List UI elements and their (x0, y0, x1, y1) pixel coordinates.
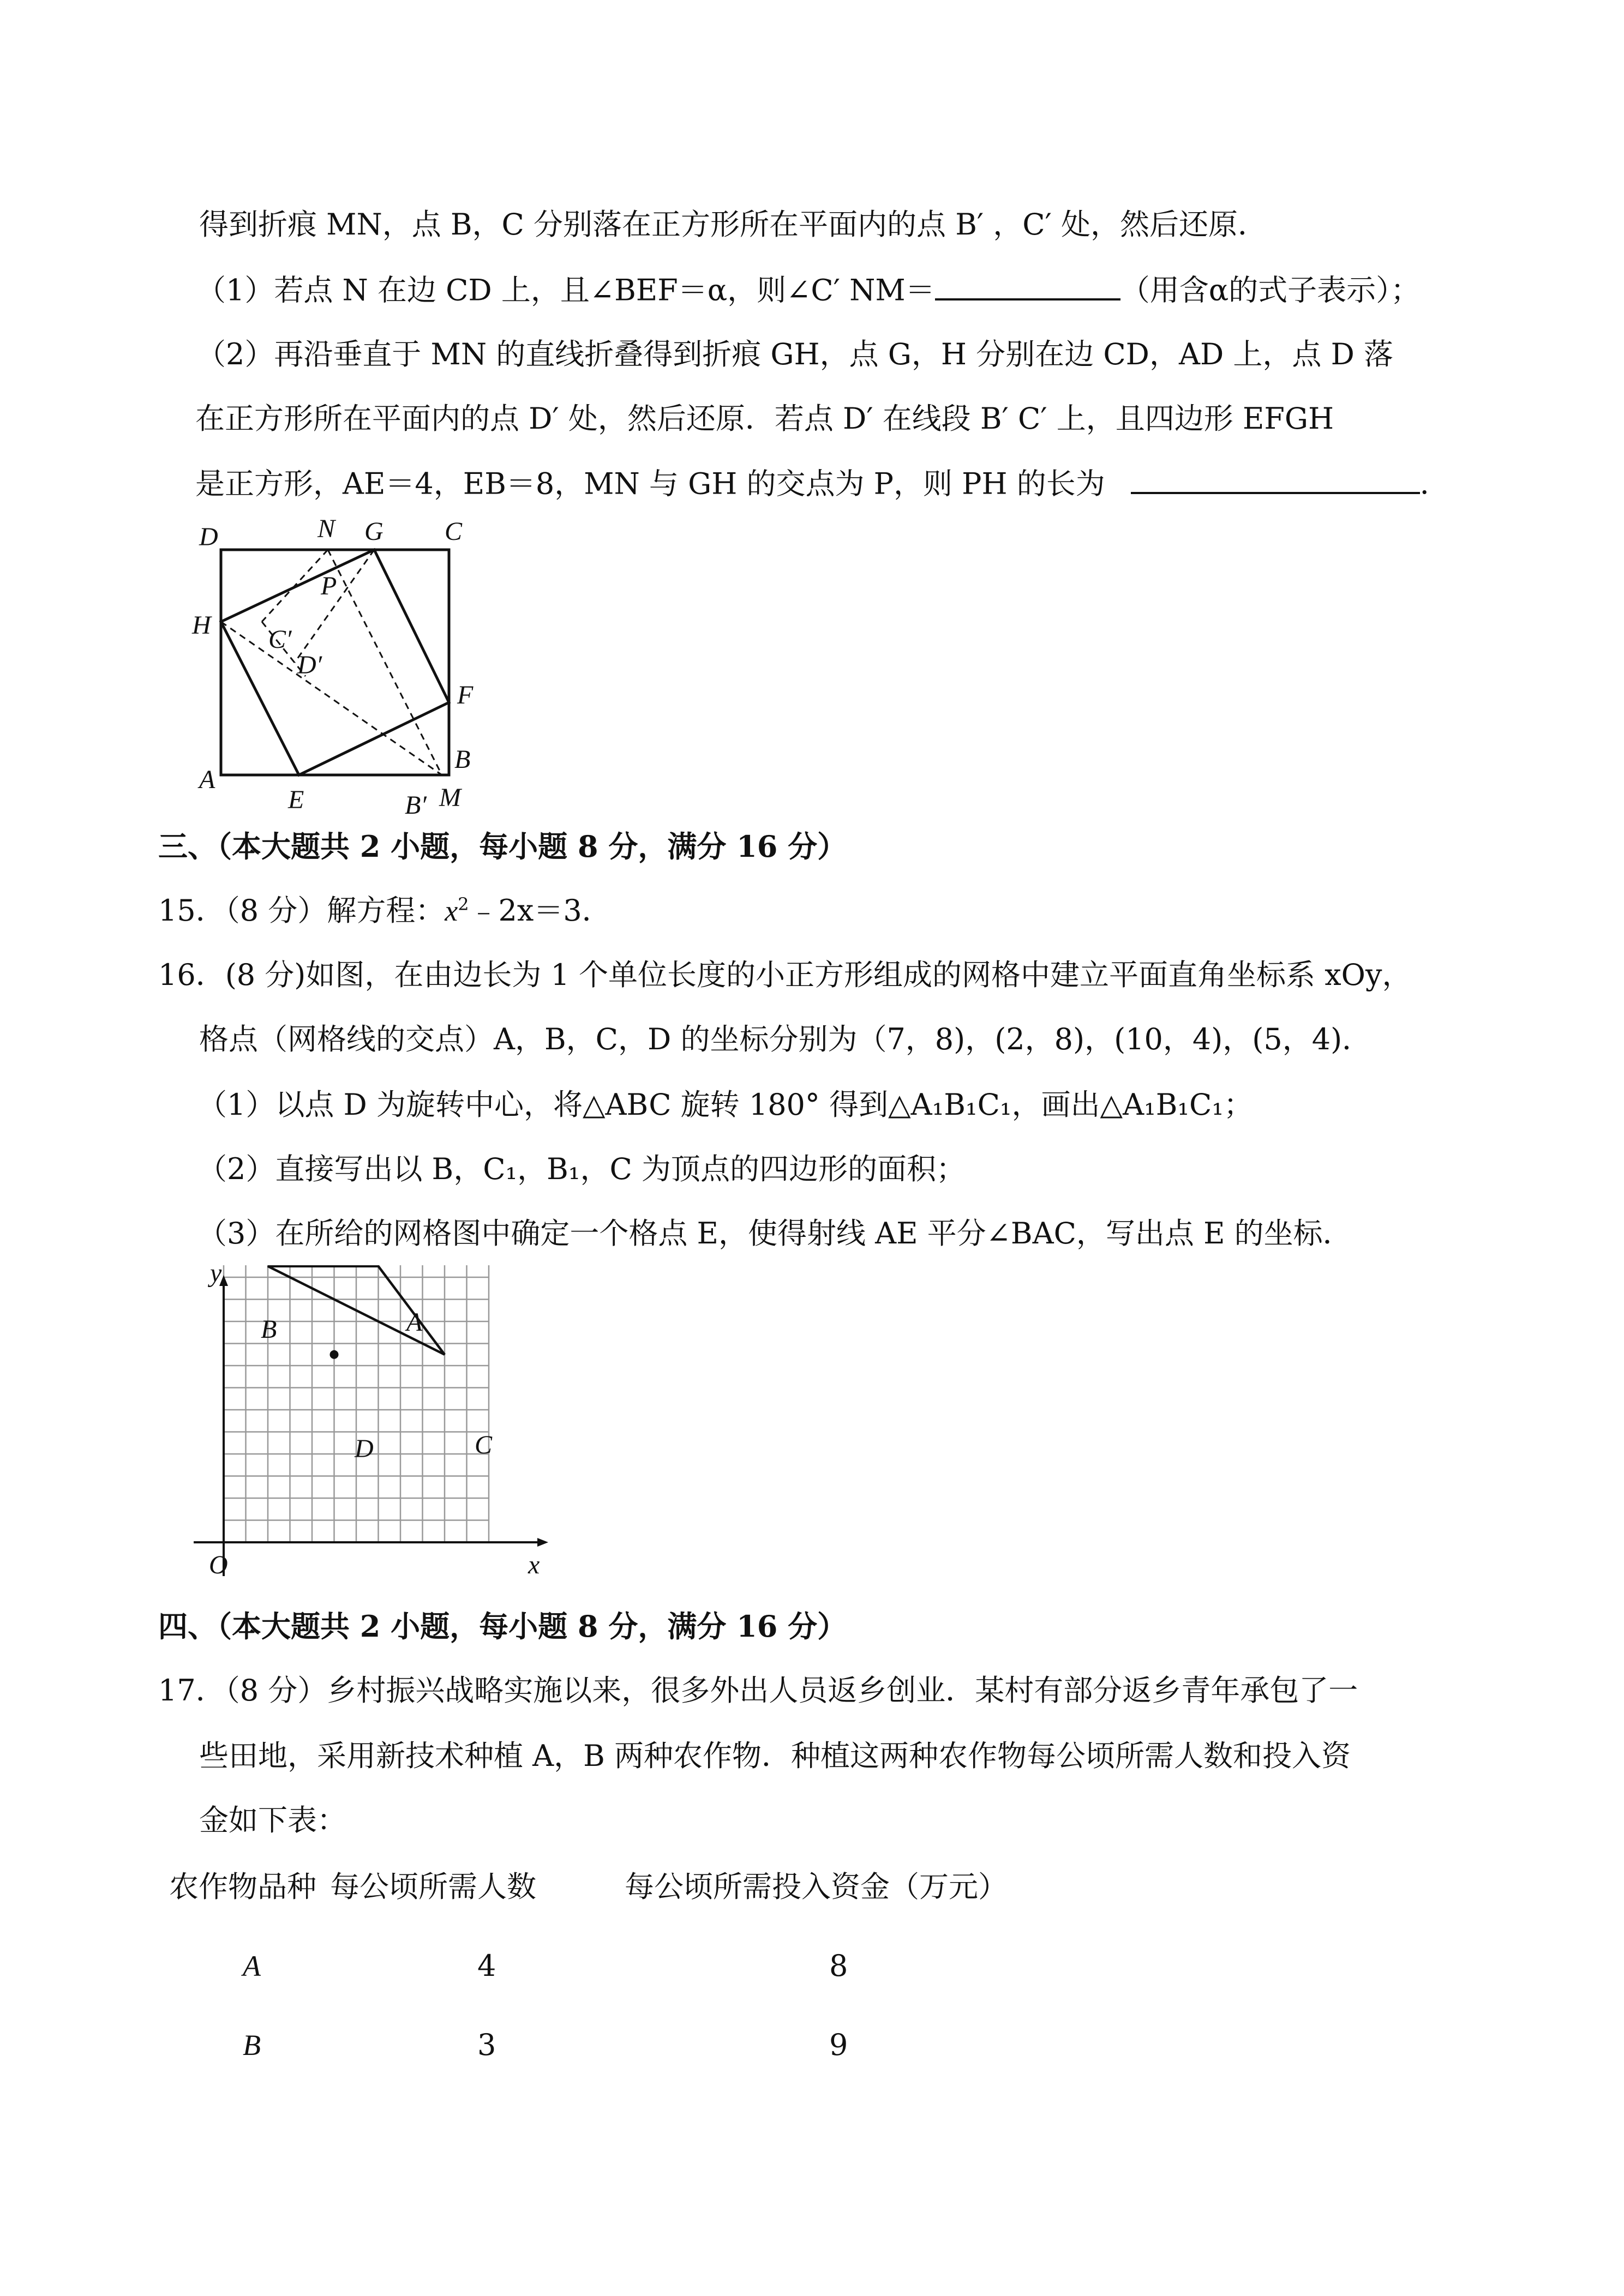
table-row-b-people: 3 (477, 2028, 496, 2062)
dashed-line-hb (221, 622, 442, 775)
label-e: E (288, 785, 304, 814)
table-header-people: 每公顷所需人数 (330, 1870, 536, 1904)
table-row-a-money: 8 (829, 1949, 848, 1983)
label-d-prime: D′ (297, 651, 322, 680)
q14-part1 (196, 272, 1420, 308)
label-x: x (528, 1550, 540, 1579)
label-g: G (364, 517, 383, 546)
figure-folded-square (185, 513, 524, 818)
label-a: A (199, 765, 215, 794)
table-row-a-people: 4 (477, 1949, 496, 1983)
q16-line2: 格点（网格线的交点）A，B，C，D 的坐标分别为（7，8)，(2，8)，(10，4)，(5，4)． (199, 1022, 1372, 1056)
q14-part2-line3-text: 是正方形，AE＝4，EB＝8，MN 与 GH 的交点为 P，则 PH 的长为 (195, 466, 1105, 501)
q16-part1: （1）以点 D 为旋转中心，将△ABC 旋转 180° 得到△A₁B₁C₁，画出△A₁B₁C₁； (197, 1087, 1254, 1122)
q16-part3: （3）在所给的网格图中确定一个格点 E，使得射线 AE 平分∠BAC，写出点 E 的坐标． (197, 1216, 1352, 1251)
table-header-crop: 农作物品种 (169, 1870, 316, 1904)
point-d (330, 1350, 339, 1359)
fold-line-mn (328, 550, 442, 775)
section-4-heading: 四、（本大题共 2 小题，每小题 8 分，满分 16 分） (158, 1609, 847, 1644)
label-b: B (454, 745, 471, 774)
q16-part2: （2）直接写出以 B，C₁，B₁，C 为顶点的四边形的面积； (197, 1152, 966, 1186)
label-d: D (199, 522, 218, 551)
label-d2: D (355, 1434, 374, 1463)
table-row-b-name: B (243, 2029, 261, 2061)
label-origin: O (209, 1550, 228, 1579)
q14-part2-line3 (195, 465, 1449, 502)
table-row-a-name: A (243, 1950, 261, 1982)
question-15 (158, 893, 612, 929)
label-c: C (445, 517, 463, 546)
q14-part1-text: （1）若点 N 在边 CD 上，且∠BEF＝α，则∠C′ NM＝ (196, 273, 935, 308)
q14-part1-note: （用含α的式子表示）； (1120, 273, 1421, 308)
answer-blank-2[interactable] (1131, 465, 1420, 494)
q15-exponent: 2 (458, 894, 469, 915)
q17-line3: 金如下表： (199, 1803, 346, 1837)
q14-period: ． (1419, 466, 1449, 501)
table-header-money: 每公顷所需投入资金（万元） (625, 1870, 1008, 1904)
dashed-line-gd (295, 550, 374, 663)
label-c-prime: C′ (268, 625, 292, 654)
q15-equation-rest: ﹣2x＝3． (469, 893, 612, 928)
label-b2: B (261, 1315, 277, 1344)
q14-part2-line1: （2）再沿垂直于 MN 的直线折叠得到折痕 GH，点 G，H 分别在边 CD，AD 上，点 D 落 (196, 337, 1394, 371)
q15-variable: x (445, 894, 458, 927)
figure-coordinate-grid (185, 1265, 567, 1582)
label-n: N (317, 514, 335, 543)
label-a2: A (406, 1308, 423, 1337)
dashed-line-nc (262, 550, 328, 622)
q14-text-line1: 得到折痕 MN，点 B，C 分别落在正方形所在平面内的点 B′ ，C′ 处，然后还原． (199, 207, 1268, 242)
q14-part2-line2: 在正方形所在平面内的点 D′ 处，然后还原．若点 D′ 在线段 B′ C′ 上，且四边形 EFGH (195, 401, 1334, 436)
label-c2: C (475, 1431, 493, 1459)
answer-blank-1[interactable] (935, 272, 1120, 300)
label-m: M (439, 783, 461, 812)
q15-label: 15．（8 分）解方程： (158, 893, 445, 928)
label-f: F (457, 681, 474, 710)
x-axis-arrow (537, 1538, 548, 1547)
label-b-prime: B′ (405, 791, 427, 818)
label-p: P (321, 572, 337, 600)
label-y: y (210, 1265, 222, 1288)
q16-line1: 16．(8 分)如图，在由边长为 1 个单位长度的小正方形组成的网格中建立平面直角坐标系 xOy， (158, 958, 1412, 992)
q17-line2: 些田地，采用新技术种植 A，B 两种农作物．种植这两种农作物每公顷所需人数和投入资 (199, 1739, 1351, 1773)
q17-line1: 17．（8 分）乡村振兴战略实施以来，很多外出人员返乡创业．某村有部分返乡青年承包了一 (158, 1673, 1358, 1708)
table-row-b-money: 9 (829, 2028, 848, 2062)
label-h: H (192, 611, 211, 640)
section-3-heading: 三、（本大题共 2 小题，每小题 8 分，满分 16 分） (158, 829, 847, 864)
